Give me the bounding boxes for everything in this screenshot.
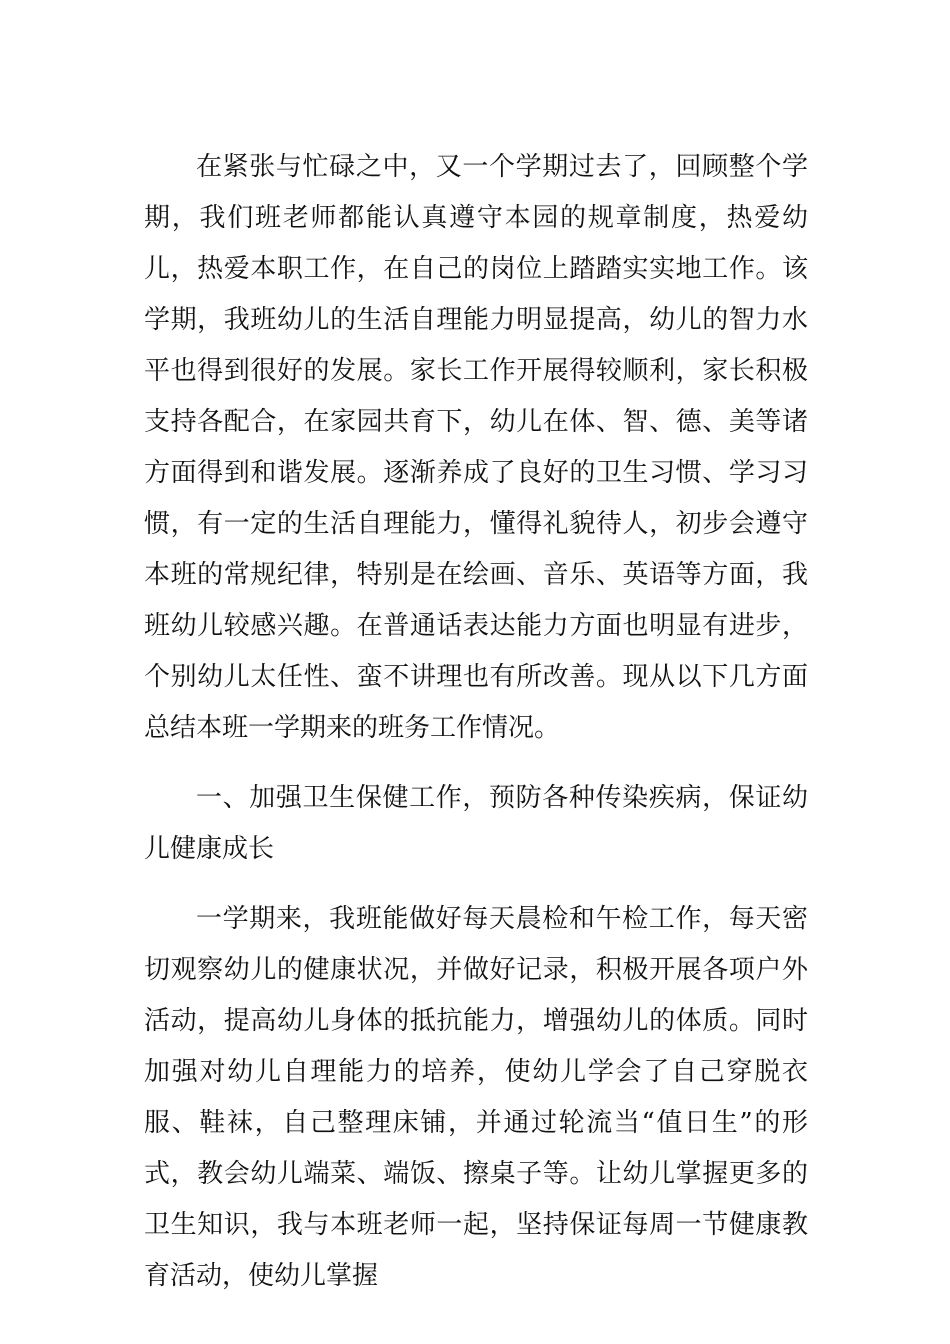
section-heading: 一、加强卫生保健工作，预防各种传染疾病，保证幼儿健康成长 [144,783,808,864]
paragraph-spacer [144,875,808,894]
document-body [144,142,808,1302]
body-paragraph: 一学期来，我班能做好每天晨检和午检工作，每天密切观察幼儿的健康状况，并做好记录，积极开展各项户外活动，提高幼儿身体的抵抗能力，增强幼儿的体质。同时加强对幼儿自理能力的培养，使幼儿学会了自己穿脱衣服、鞋袜，自己整理床铺，并通过轮流当“值日生”的形式，教会幼儿端菜、端饭、擦桌子等。让幼儿掌握更多的卫生知识，我与本班老师一起，坚持保证每周一节健康教育活动，使幼儿掌握 [144,904,808,1291]
paragraph-spacer [144,754,808,773]
intro-paragraph: 在紧张与忙碌之中，又一个学期过去了，回顾整个学期，我们班老师都能认真遵守本园的规章制度，热爱幼儿，热爱本职工作，在自己的岗位上踏踏实实地工作。该学期，我班幼儿的生活自理能力明显提高，幼儿的智力水平也得到很好的发展。家长工作开展得较顺利，家长积极支持各配合，在家园共育下，幼儿在体、智、德、美等诸方面得到和谐发展。逐渐养成了良好的卫生习惯、学习习惯，有一定的生活自理能力，懂得礼貌待人，初步会遵守本班的常规纪律，特别是在绘画、音乐、英语等方面，我班幼儿较感兴趣。在普通话表达能力方面也明显有进步，个别幼儿太任性、蛮不讲理也有所改善。现从以下几方面总结本班一学期来的班务工作情况。 [144,152,808,743]
